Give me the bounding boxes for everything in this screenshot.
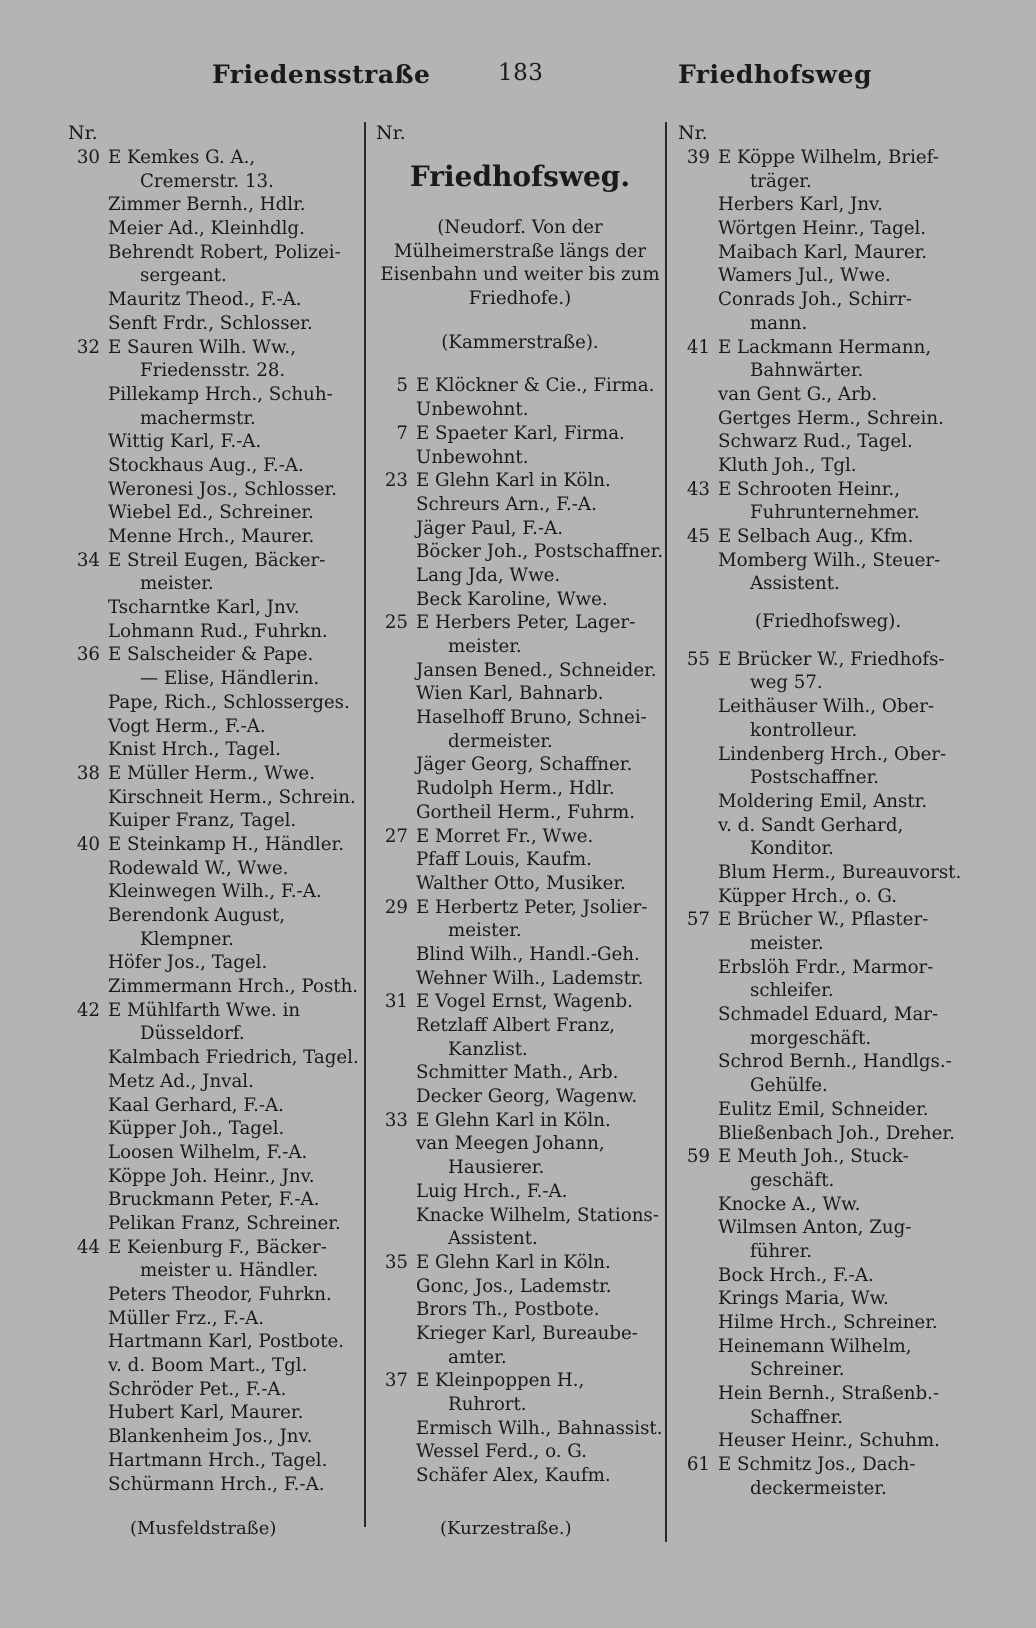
street-title: Friedhofsweg. [409,160,631,193]
resident-entry: Gonc, Jos., Lademstr. [416,1275,612,1297]
spacer [376,202,664,216]
house-entry [68,1236,360,1260]
house-number: 40 [76,833,100,855]
entry-continuation: Bahnwärter. [750,360,864,382]
entry-text: E Kleinpoppen H., [416,1370,585,1392]
resident-entry: Schmadel Eduard, Mar- [718,1004,939,1026]
entry-text: E Morret Fr., Wwe. [416,825,594,847]
resident-entry: Jansen Bened., Schneider. [416,659,657,681]
resident-entry: Krieger Karl, Bureaube- [416,1322,638,1344]
resident-entry: Schwarz Rud., Tagel. [718,431,913,453]
house-number: 23 [384,470,408,492]
entry-continuation: morgeschäft. [750,1027,872,1049]
resident-entry: Zimmermann Hrch., Posth. [108,976,359,998]
resident-entry: Schreurs Arn., F.-A. [416,493,597,515]
cross-street: (Kammerstraße). [441,331,599,353]
nr-label: Nr. [68,122,98,144]
resident-entry: Tscharntke Karl, Jnv. [108,597,300,619]
column-divider-2 [665,122,667,1542]
entry-text: E Brücher W., Pflaster- [718,909,929,931]
resident-entry: Höfer Jos., Tagel. [108,952,268,974]
resident-entry: Schrod Bernh., Handlgs.- [718,1051,952,1073]
resident-entry: Herbers Karl, Jnv. [718,194,883,216]
resident-entry: Zimmer Bernh., Hdlr. [108,194,306,216]
entry-continuation: Schreiner. [750,1359,845,1381]
resident-entry: Hubert Karl, Maurer. [108,1402,304,1424]
entry-text: E Klöckner & Cie., Firma. [416,375,655,397]
resident-entry: Heinemann Wilhelm, [718,1335,912,1357]
resident-entry: Kleinwegen Wilh., F.-A. [108,881,322,903]
house-entry [678,146,978,170]
house-entry [376,1109,664,1133]
resident-entry: Küpper Hrch., o. G. [718,885,898,907]
entry-text: E Vogel Ernst, Wagenb. [416,991,633,1013]
entry-text: E Selbach Aug., Kfm. [718,526,914,547]
resident-entry: Wien Karl, Bahnarb. [416,683,604,705]
entry-text: E Lackmann Hermann, [718,336,932,358]
house-entry [678,1145,978,1169]
resident-entry: Vogt Herm., F.-A. [108,715,266,737]
entry-continuation: Friedensstr. 28. [140,360,286,382]
resident-entry: Blind Wilh., Handl.-Geh. [416,943,640,965]
house-entry [376,374,664,398]
entry-continuation: träger. [750,170,812,192]
house-number: 36 [76,644,100,666]
entry-text: E Sauren Wilh. Ww., [108,336,296,358]
resident-entry: Heuser Heinr., Schuhm. [718,1430,940,1452]
entry-text: E Salscheider & Pape. [108,644,314,666]
resident-entry: Wamers Jul., Wwe. [718,265,891,287]
spacer [376,311,664,331]
house-entry [376,469,664,493]
entry-continuation: machermstr. [140,407,256,429]
entry-continuation: meister. [448,636,522,657]
entry-continuation: Klempner. [140,928,235,950]
resident-entry: Unbewohnt. [416,399,529,421]
entry-text: E Herbertz Peter, Jsolier- [416,896,648,918]
resident-entry: Beck Karoline, Wwe. [416,588,608,610]
column-2-list [376,374,664,1487]
entry-continuation: Hausierer. [448,1157,545,1179]
resident-entry: Hartmann Karl, Postbote. [108,1331,345,1353]
column-3 [678,120,978,1501]
resident-entry: Rodewald W., Wwe. [108,857,289,879]
house-number: 41 [686,336,710,358]
entry-continuation: Assistent. [448,1228,538,1250]
house-entry [68,762,360,786]
intro-line: Mülheimerstraße längs der [393,240,647,262]
entry-continuation: dermeister. [448,730,553,752]
entry-text: E Müller Herm., Wwe. [108,762,315,784]
entry-continuation: sergeant. [140,265,227,287]
resident-entry: Jäger Georg, Schaffner. [416,754,633,776]
house-entry [68,549,360,573]
resident-entry: Mauritz Theod., F.-A. [108,289,302,311]
entry-continuation: meister. [140,573,214,595]
resident-entry: Schmitter Math., Arb. [416,1062,619,1084]
resident-entry: Haselhoff Bruno, Schnei- [416,707,647,729]
entry-continuation: Fuhrunternehmer. [750,502,920,524]
house-entry [376,422,664,446]
resident-entry: Walther Otto, Musiker. [416,872,626,894]
house-entry [68,146,360,170]
column-1-footer: (Musfeldstraße) [130,1518,277,1539]
house-number: 59 [686,1146,710,1168]
entry-continuation: Postschaffner. [750,767,880,789]
entry-text: E Schmitz Jos., Dach- [718,1454,916,1476]
column-2-footer: (Kurzestraße.) [440,1518,572,1539]
entry-continuation: amter. [448,1346,507,1368]
resident-entry: Peters Theodor, Fuhrkn. [108,1284,332,1305]
cross-street: (Friedhofsweg). [754,611,902,633]
house-number: 27 [384,825,408,847]
resident-entry: Senft Frdr., Schlosser. [108,312,313,334]
resident-entry: Decker Georg, Wagenw. [416,1086,638,1108]
resident-entry: Hartmann Hrch., Tagel. [108,1449,328,1471]
resident-entry: Moldering Emil, Anstr. [718,790,928,812]
entry-continuation: meister u. Händler. [140,1260,319,1282]
house-entry [68,833,360,857]
house-entry [376,896,664,920]
house-entry [376,825,664,849]
house-number: 57 [686,909,710,931]
resident-entry: Erbslöh Frdr., Marmor- [718,956,934,978]
resident-entry: Maibach Karl, Maurer. [718,241,928,263]
resident-entry: v. d. Boom Mart., Tgl. [108,1355,308,1377]
column-3-list [678,146,978,1501]
resident-entry: Pillekamp Hrch., Schuh- [108,383,333,405]
resident-entry: Müller Frz., F.-A. [108,1307,265,1329]
spacer [376,354,664,374]
resident-entry: Küpper Joh., Tagel. [108,1118,285,1140]
entry-continuation: geschäft. [750,1169,835,1191]
resident-entry: Lohmann Rud., Fuhrkn. [108,620,328,642]
house-entry [68,336,360,360]
entry-continuation: Schaffner. [750,1406,844,1428]
resident-entry: Momberg Wilh., Steuer- [718,549,941,571]
resident-entry: Wessel Ferd., o. G. [416,1441,587,1463]
entry-continuation: — Elise, Händlerin. [140,668,320,690]
column-2 [376,120,664,1488]
house-number: 25 [384,612,408,634]
house-entry [376,611,664,635]
resident-entry: Kaal Gerhard, F.-A. [108,1094,284,1116]
resident-entry: Blum Herm., Bureauvorst. [718,861,962,883]
house-entry [68,643,360,667]
house-entry [376,1369,664,1393]
entry-text: E Spaeter Karl, Firma. [416,422,625,444]
house-number: 29 [384,896,408,918]
resident-entry: Kluth Joh., Tgl. [718,454,857,476]
resident-entry: Stockhaus Aug., F.-A. [108,454,304,476]
entry-text: E Herbers Peter, Lager- [416,612,636,634]
column-1-list [68,146,360,1496]
intro-line: Friedhofe.) [468,288,572,310]
resident-entry: Gertges Herm., Schrein. [718,407,944,429]
resident-entry: Lang Jda, Wwe. [416,564,561,586]
house-number: 38 [76,762,100,784]
entry-continuation: Cremerstr. 13. [140,170,274,192]
resident-entry: Blankenheim Jos., Jnv. [108,1426,313,1448]
resident-entry: van Gent G., Arb. [718,383,878,405]
entry-text: E Köppe Wilhelm, Brief- [718,147,939,168]
house-number: 55 [686,648,710,670]
entry-continuation: Assistent. [750,573,840,595]
resident-entry: Pfaff Louis, Kaufm. [416,849,592,871]
header-right-street: Friedhofsweg [678,60,872,89]
house-number: 42 [76,999,100,1021]
resident-entry: Bock Hrch., F.-A. [718,1264,874,1286]
resident-entry: Knacke Wilhelm, Stations- [416,1204,659,1226]
spacer [678,596,978,610]
resident-entry: Schäfer Alex, Kaufm. [416,1465,611,1487]
resident-entry: Wittig Karl, F.-A. [108,431,262,453]
house-number: 33 [384,1109,408,1131]
resident-entry: Leithäuser Wilh., Ober- [718,696,935,718]
house-number: 45 [686,526,710,547]
entry-continuation: meister. [448,920,522,942]
entry-text: E Schrooten Heinr., [718,478,900,500]
header-left-street: Friedensstraße [212,60,431,89]
house-number: 30 [76,147,100,168]
page-number: 183 [498,60,544,86]
resident-entry: van Meegen Johann, [416,1133,605,1155]
resident-entry: Unbewohnt. [416,446,529,468]
house-entry [678,908,978,932]
resident-entry: Wörtgen Heinr., Tagel. [718,218,927,240]
resident-entry: Behrendt Robert, Polizei- [108,241,341,263]
entry-text: E Brücker W., Friedhofs- [718,648,945,670]
entry-continuation: Ruhrort. [448,1394,527,1415]
resident-entry: Kirschneit Herm., Schrein. [108,786,356,808]
column-divider-1 [364,122,366,1527]
resident-entry: Metz Ad., Jnval. [108,1070,254,1092]
resident-entry: Eulitz Emil, Schneider. [718,1098,929,1120]
resident-entry: Knocke A., Ww. [718,1193,861,1215]
nr-label: Nr. [376,122,406,144]
house-number: 7 [396,422,408,444]
resident-entry: Gortheil Herm., Fuhrm. [416,801,636,823]
resident-entry: Böcker Joh., Postschaffner. [416,541,664,563]
entry-text: E Kemkes G. A., [108,147,256,168]
resident-entry: Wilmsen Anton, Zug- [718,1217,912,1239]
resident-entry: Pelikan Franz, Schreiner. [108,1212,341,1234]
house-number: 37 [384,1370,408,1392]
house-number: 5 [396,375,408,397]
house-number: 35 [384,1251,408,1273]
entry-continuation: mann. [750,312,808,334]
intro-line: Eisenbahn und weiter bis zum [380,264,660,286]
entry-text: E Meuth Joh., Stuck- [718,1146,909,1168]
resident-entry: Hilme Hrch., Schreiner. [718,1312,938,1333]
resident-entry: Wehner Wilh., Lademstr. [416,967,644,989]
entry-continuation: schleifer. [750,980,834,1002]
resident-entry: Pape, Rich., Schlosserges. [108,691,350,713]
spacer [678,634,978,648]
house-entry [678,648,978,672]
resident-entry: Bließenbach Joh., Dreher. [718,1122,955,1144]
entry-continuation: kontrolleur. [750,719,858,741]
entry-continuation: deckermeister. [750,1477,887,1499]
resident-entry: Berendonk August, [108,905,286,926]
entry-text: E Steinkamp H., Händler. [108,833,344,855]
entry-continuation: weg 57. [750,672,823,694]
house-entry [678,478,978,502]
house-entry [68,999,360,1023]
resident-entry: Retzlaff Albert Franz, [416,1015,616,1036]
resident-entry: Rudolph Herm., Hdlr. [416,778,615,800]
resident-entry: Ermisch Wilh., Bahnassist. [416,1417,663,1439]
entry-continuation: führer. [750,1240,813,1262]
entry-text: E Glehn Karl in Köln. [416,470,611,492]
resident-entry: Kalmbach Friedrich, Tagel. [108,1047,359,1069]
resident-entry: Lindenberg Hrch., Ober- [718,743,947,765]
entry-continuation: Kanzlist. [448,1038,528,1060]
house-entry [376,1251,664,1275]
resident-entry: v. d. Sandt Gerhard, [718,814,904,836]
resident-entry: Brors Th., Postbote. [416,1299,600,1321]
resident-entry: Hein Bernh., Straßenb.- [718,1383,940,1405]
entry-continuation: Gehülfe. [750,1075,828,1097]
resident-entry: Jäger Paul, F.-A. [416,517,563,539]
house-number: 44 [76,1236,100,1258]
resident-entry: Weronesi Jos., Schlosser. [108,478,337,500]
house-number: 32 [76,336,100,358]
nr-label: Nr. [678,122,708,144]
entry-continuation: meister. [750,933,824,954]
resident-entry: Köppe Joh. Heinr., Jnv. [108,1165,315,1187]
entry-text: E Glehn Karl in Köln. [416,1251,611,1273]
resident-entry: Loosen Wilhelm, F.-A. [108,1141,308,1163]
entry-text: E Keienburg F., Bäcker- [108,1236,327,1258]
house-number: 34 [76,549,100,571]
house-number: 43 [686,478,710,500]
house-entry [678,1453,978,1477]
resident-entry: Conrads Joh., Schirr- [718,289,912,311]
resident-entry: Bruckmann Peter, F.-A. [108,1189,320,1211]
resident-entry: Schröder Pet., F.-A. [108,1378,287,1400]
house-entry [678,525,978,549]
entry-text: E Streil Eugen, Bäcker- [108,549,326,571]
entry-text: E Mühlfarth Wwe. in [108,999,301,1021]
resident-entry: Knist Hrch., Tagel. [108,739,281,761]
resident-entry: Kuiper Franz, Tagel. [108,810,297,832]
intro-line: (Neudorf. Von der [437,217,603,238]
resident-entry: Schürmann Hrch., F.-A. [108,1473,325,1495]
entry-continuation: Düsseldorf. [140,1023,245,1045]
resident-entry: Krings Maria, Ww. [718,1288,889,1310]
house-number: 31 [384,991,408,1013]
resident-entry: Meier Ad., Kleinhdlg. [108,218,305,240]
entry-continuation: Konditor. [750,838,834,860]
entry-text: E Glehn Karl in Köln. [416,1109,611,1131]
column-1 [68,120,360,1496]
page-header [0,60,1036,100]
house-entry [678,336,978,360]
house-number: 39 [686,147,710,168]
house-number: 61 [686,1454,710,1476]
resident-entry: Menne Hrch., Maurer. [108,526,315,547]
resident-entry: Luig Hrch., F.-A. [416,1180,568,1202]
resident-entry: Wiebel Ed., Schreiner. [108,502,314,524]
house-entry [376,990,664,1014]
